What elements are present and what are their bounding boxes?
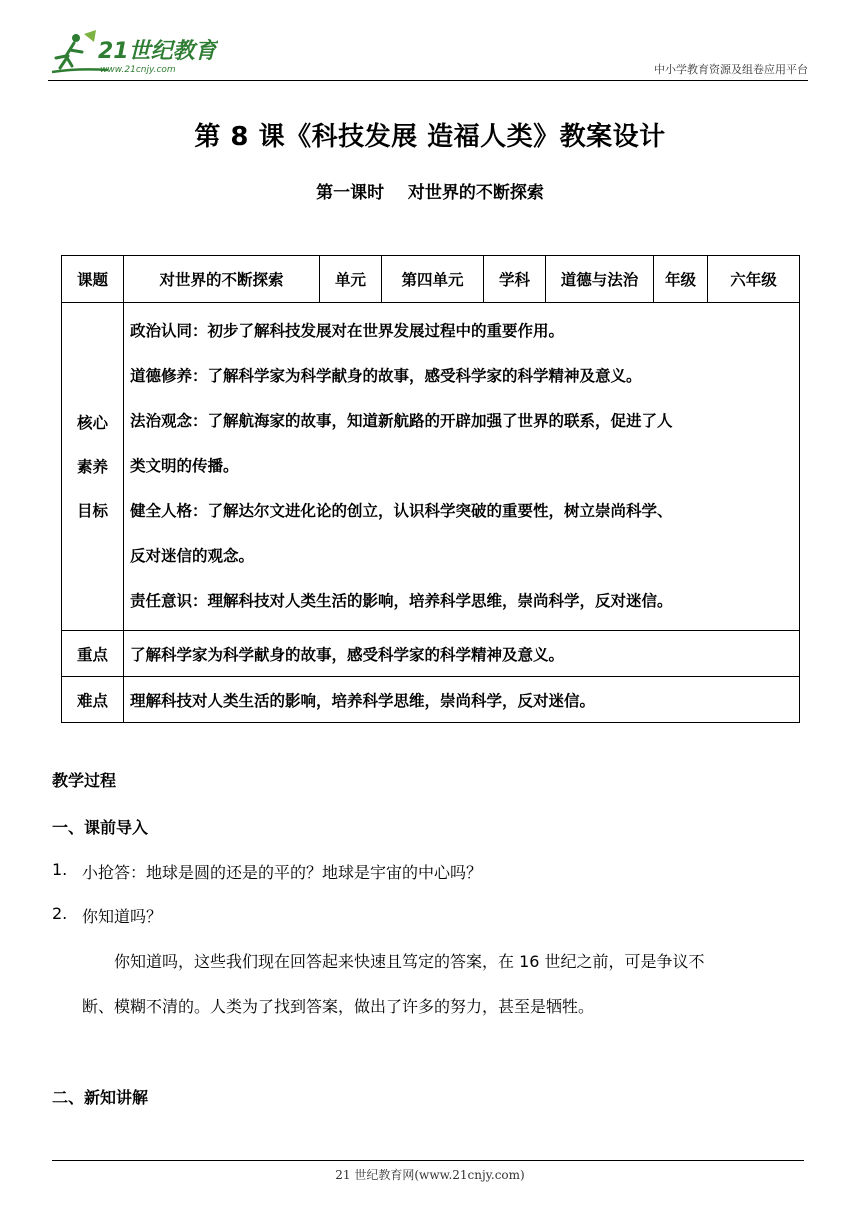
page-footer: 21 世纪教育网(www.21cnjy.com) bbox=[335, 1168, 525, 1182]
header-divider bbox=[48, 80, 808, 81]
value-topic: 对世界的不断探索 bbox=[124, 256, 320, 303]
goal-line: 类文明的传播。 bbox=[130, 457, 239, 475]
goal-line: 政治认同：初步了解科技发展对在世界发展过程中的重要作用。 bbox=[130, 322, 565, 340]
list-number: 1. bbox=[52, 860, 68, 879]
label-unit: 单元 bbox=[320, 256, 382, 303]
paragraph-line: 你知道吗，这些我们现在回答起来快速且笃定的答案，在 16 世纪之前，可是争议不 bbox=[114, 952, 705, 971]
goal-line: 健全人格：了解达尔文进化论的创立，认识科学突破的重要性，树立崇尚科学、 bbox=[130, 502, 673, 520]
goal-line: 责任意识：理解科技对人类生活的影响，培养科学思维，崇尚科学，反对迷信。 bbox=[130, 592, 673, 610]
goal-line: 道德修养：了解科学家为科学献身的故事，感受科学家的科学精神及意义。 bbox=[130, 367, 642, 385]
goal-line: 法治观念：了解航海家的故事，知道新航路的开辟加强了世界的联系，促进了人 bbox=[130, 412, 673, 430]
site-logo bbox=[48, 28, 218, 78]
page-subtitle: 第一课时 对世界的不断探索 bbox=[316, 183, 544, 203]
label-topic: 课题 bbox=[62, 256, 124, 303]
lesson-info-table bbox=[61, 255, 800, 723]
difficulty-text: 理解科技对人类生活的影响，培养科学思维，崇尚科学，反对迷信。 bbox=[124, 677, 800, 723]
key-point-text: 了解科学家为科学献身的故事，感受科学家的科学精神及意义。 bbox=[124, 631, 800, 677]
svg-text:21世纪教育: 21世纪教育 bbox=[98, 39, 217, 64]
page-title: 第 8 课《科技发展 造福人类》教案设计 bbox=[194, 122, 666, 152]
footer-divider bbox=[52, 1160, 804, 1161]
table-row bbox=[62, 631, 800, 677]
label-grade: 年级 bbox=[654, 256, 708, 303]
section-heading-2: 二、新知讲解 bbox=[52, 1088, 149, 1107]
table-row bbox=[62, 677, 800, 723]
list-item: 你知道吗？ bbox=[82, 907, 163, 926]
label-subject: 学科 bbox=[484, 256, 546, 303]
list-item: 小抢答：地球是圆的还是的平的？地球是宇宙的中心吗？ bbox=[82, 863, 483, 882]
section-heading-1: 一、课前导入 bbox=[52, 818, 149, 837]
platform-name: 中小学教育资源及组卷应用平台 bbox=[654, 63, 808, 76]
goal-line: 反对迷信的观念。 bbox=[130, 547, 255, 565]
value-unit: 第四单元 bbox=[382, 256, 484, 303]
value-grade: 六年级 bbox=[708, 256, 800, 303]
label-key-point: 重点 bbox=[62, 631, 124, 677]
process-heading: 教学过程 bbox=[52, 771, 117, 790]
paragraph-line: 断、模糊不清的。人类为了找到答案，做出了许多的努力，甚至是牺牲。 bbox=[82, 997, 595, 1016]
label-core-goals: 核心 素养 目标 bbox=[62, 303, 124, 631]
core-goals-content bbox=[124, 303, 800, 631]
value-subject: 道德与法治 bbox=[546, 256, 654, 303]
table-row bbox=[62, 256, 800, 303]
label-difficulty: 难点 bbox=[62, 677, 124, 723]
table-row bbox=[62, 303, 800, 631]
svg-text:www.21cnjy.com: www.21cnjy.com bbox=[100, 65, 176, 75]
page-header bbox=[48, 28, 808, 80]
list-number: 2. bbox=[52, 904, 68, 923]
